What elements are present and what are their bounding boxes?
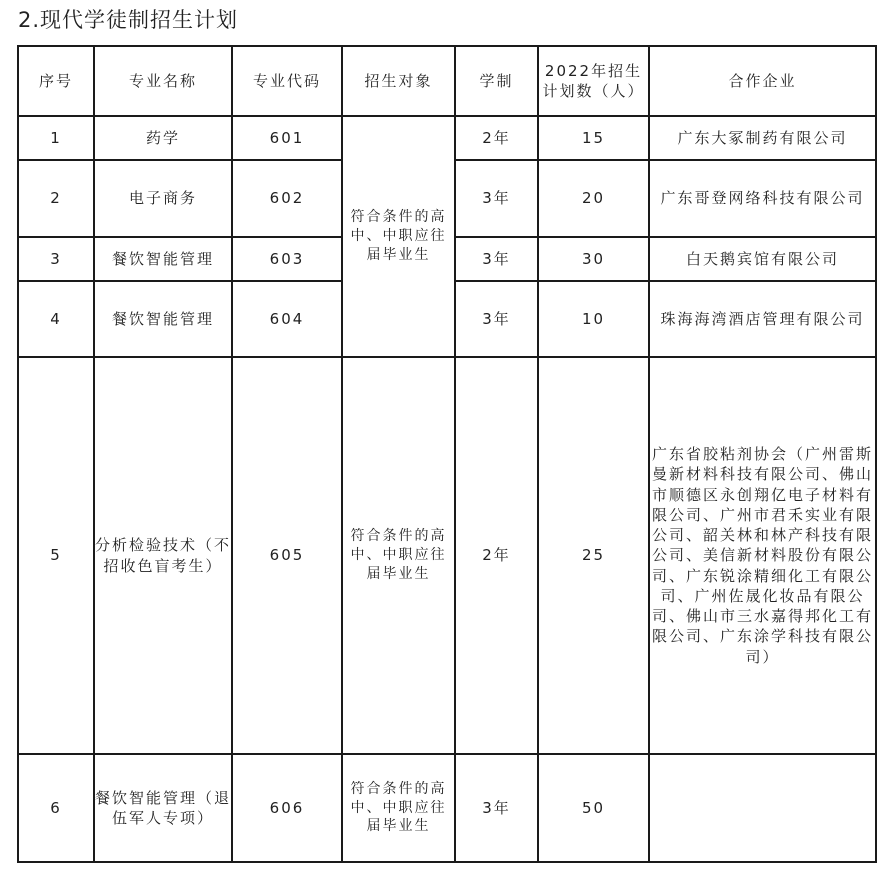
cell-plan: 50: [538, 754, 649, 862]
cell-duration: 2年: [455, 357, 538, 754]
cell-code: 604: [232, 281, 342, 357]
header-seq: 序号: [18, 46, 94, 116]
cell-seq: 5: [18, 357, 94, 754]
cell-company: 珠海海湾酒店管理有限公司: [649, 281, 876, 357]
cell-seq: 4: [18, 281, 94, 357]
table-row: [18, 357, 876, 754]
header-code: 专业代码: [232, 46, 342, 116]
section-title: 2.现代学徒制招生计划: [18, 8, 239, 32]
cell-plan: 30: [538, 237, 649, 281]
enrollment-plan-table: [17, 45, 877, 863]
header-target: 招生对象: [342, 46, 455, 116]
cell-major: 药学: [94, 116, 232, 160]
cell-plan: 20: [538, 160, 649, 237]
cell-plan: 10: [538, 281, 649, 357]
cell-duration: 3年: [455, 160, 538, 237]
cell-code: 603: [232, 237, 342, 281]
header-plan: 2022年招生计划数（人）: [538, 46, 649, 116]
cell-plan: 25: [538, 357, 649, 754]
cell-company: 广东省胶粘剂协会（广州雷斯曼新材料科技有限公司、佛山市顺德区永创翔亿电子材料有限公司、广州市君禾实业有限公司、韶关林和林产科技有限公司、美信新材料股份有限公司、广东锐涂精细化工有限公司、广州佐晟化妆品有限公司、佛山市三水嘉得邦化工有限公司、广东涂学科技有限公司）: [649, 357, 876, 754]
table-row: [18, 116, 876, 160]
cell-duration: 3年: [455, 281, 538, 357]
cell-company: 白天鹅宾馆有限公司: [649, 237, 876, 281]
cell-code: 605: [232, 357, 342, 754]
cell-major: 餐饮智能管理（退伍军人专项）: [94, 754, 232, 862]
cell-major: 餐饮智能管理: [94, 237, 232, 281]
cell-company: [649, 754, 876, 862]
cell-seq: 3: [18, 237, 94, 281]
cell-code: 601: [232, 116, 342, 160]
header-major: 专业名称: [94, 46, 232, 116]
header-company: 合作企业: [649, 46, 876, 116]
cell-seq: 1: [18, 116, 94, 160]
cell-target: 符合条件的高中、中职应往届毕业生: [342, 116, 455, 357]
cell-company: 广东哥登网络科技有限公司: [649, 160, 876, 237]
header-row: [18, 46, 876, 116]
cell-major: 分析检验技术（不招收色盲考生）: [94, 357, 232, 754]
cell-target: 符合条件的高中、中职应往届毕业生: [342, 754, 455, 862]
header-duration: 学制: [455, 46, 538, 116]
cell-major: 餐饮智能管理: [94, 281, 232, 357]
cell-code: 602: [232, 160, 342, 237]
cell-major: 电子商务: [94, 160, 232, 237]
cell-duration: 3年: [455, 754, 538, 862]
cell-seq: 6: [18, 754, 94, 862]
cell-duration: 3年: [455, 237, 538, 281]
table-row: [18, 754, 876, 862]
cell-plan: 15: [538, 116, 649, 160]
cell-target: 符合条件的高中、中职应往届毕业生: [342, 357, 455, 754]
cell-company: 广东大冢制药有限公司: [649, 116, 876, 160]
cell-seq: 2: [18, 160, 94, 237]
cell-duration: 2年: [455, 116, 538, 160]
cell-code: 606: [232, 754, 342, 862]
